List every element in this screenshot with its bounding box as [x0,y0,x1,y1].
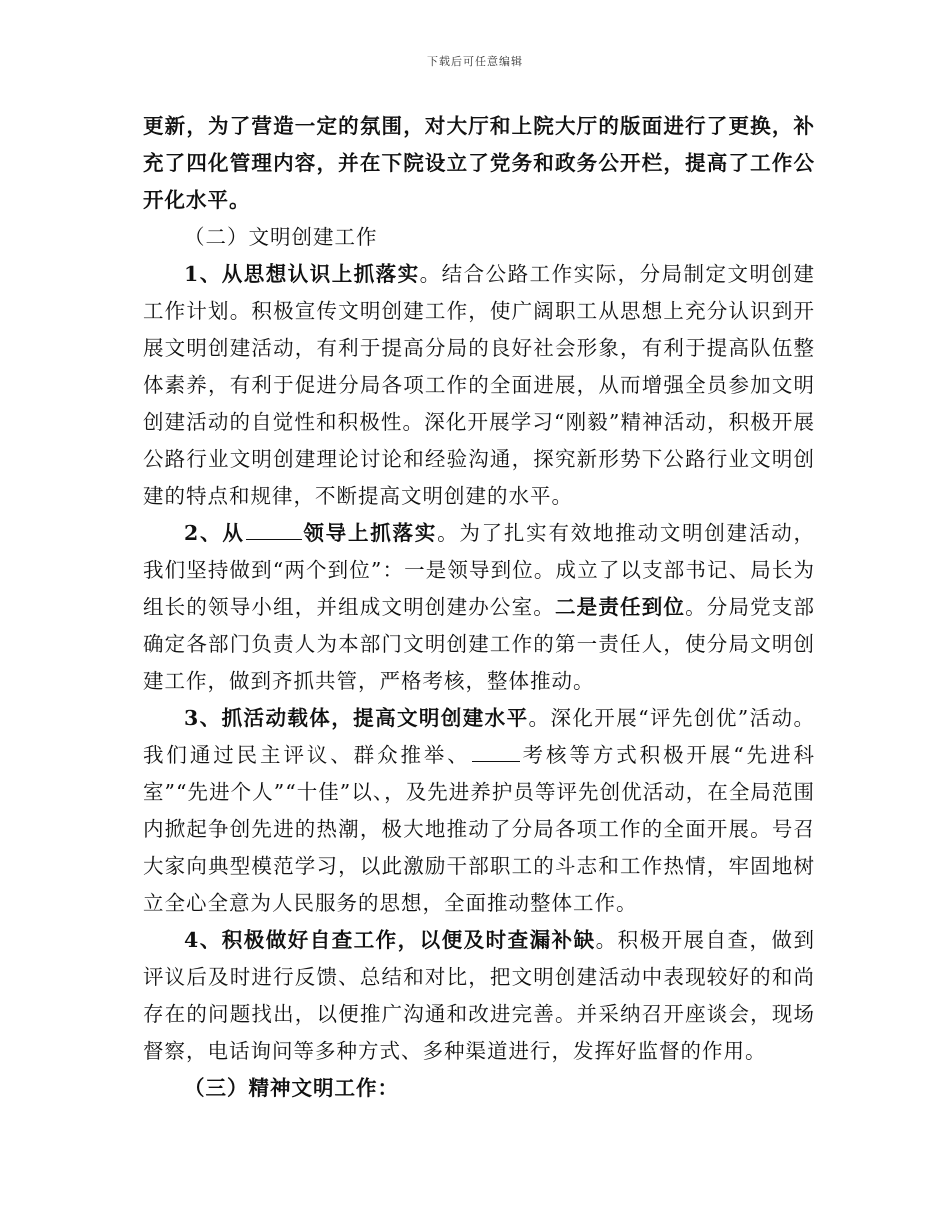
section-heading-3: （三）精神文明工作： [184,1076,399,1100]
paragraph-4-lead: 4、积极做好自查工作，以便及时查漏补缺 [184,928,596,952]
blank-underline [246,519,302,541]
paragraph-2-lead-b: 领导上抓落实 [302,521,438,545]
paragraph-3-text-a: 。深化开展“评先创优”活动。我们通过民主评议、群众推举、 [143,706,815,767]
section-heading-2: （二）文明创建工作 [184,225,378,249]
paragraph-3-lead: 3、抓活动载体，提高文明创建水平 [184,706,529,730]
paragraph-1 [143,256,815,515]
page-header-note: 下载后可任意编辑 [427,55,523,68]
paragraph-3-text-b: 考核等方式积极开展“先进科室”“先进个人”“十佳”以、，及先进养护员等评先创优活动，在全局范围内掀起争创先进的热潮，极大地推动了分局各项工作的全面开展。号召大家向典型模范学习，以此激励干部职工的斗志和工作热情，牢固地树立全心全意为人民服务的思想，全面推动整体工作。 [143,743,816,915]
paragraph-2 [143,515,815,700]
paragraph-continuation: 更新，为了营造一定的氛围，对大厅和上院大厅的版面进行了更换，补充了四化管理内容，并在下院设立了党务和政务公开栏，提高了工作公开化水平。 [143,114,815,212]
paragraph-1-text: 。结合公路工作实际，分局制定文明创建工作计划。积极宣传文明创建工作，使广阔职工从思想上充分认识到开展文明创建活动，有利于提高分局的良好社会形象，有利于提高队伍整体素养，有利于促进分局各项工作的全面进展，从而增强全员参加文明创建活动的自觉性和积极性。深化开展学习“刚毅”精神活动，积极开展公路行业文明创建理论讨论和经验沟通，探究新形势下公路行业文明创建的特点和规律，不断提高文明创建的水平。 [143,262,816,508]
blank-underline [472,741,520,763]
paragraph-2-text-a: 。为了扎实有效地推动文明创建活动，我们坚持做到“两个到位”：一是领导到位。成立了以支部书记、局长为组长的领导小组，并组成文明创建办公室。 [143,521,816,619]
paragraph-2-text-b: 。分局党支部确定各部门负责人为本部门文明创建工作的第一责任人，使分局文明创建工作，做到齐抓共管，严格考核，整体推动。 [143,595,816,693]
paragraph-4 [143,922,815,1070]
paragraph-4-text: 。积极开展自查，做到评议后及时进行反馈、总结和对比，把文明创建活动中表现较好的和尚存在的问题找出，以便推广沟通和改进完善。并采纳召开座谈会，现场督察，电话询问等多种方式、多种渠道进行，发挥好监督的作用。 [143,928,816,1063]
paragraph-2-lead-a: 2、从 [184,521,245,545]
paragraph-1-lead: 1、从思想认识上抓落实 [184,262,420,286]
document-body [143,108,815,1107]
paragraph-3 [143,700,815,922]
paragraph-2-bold: 二是责任到位 [554,595,686,619]
